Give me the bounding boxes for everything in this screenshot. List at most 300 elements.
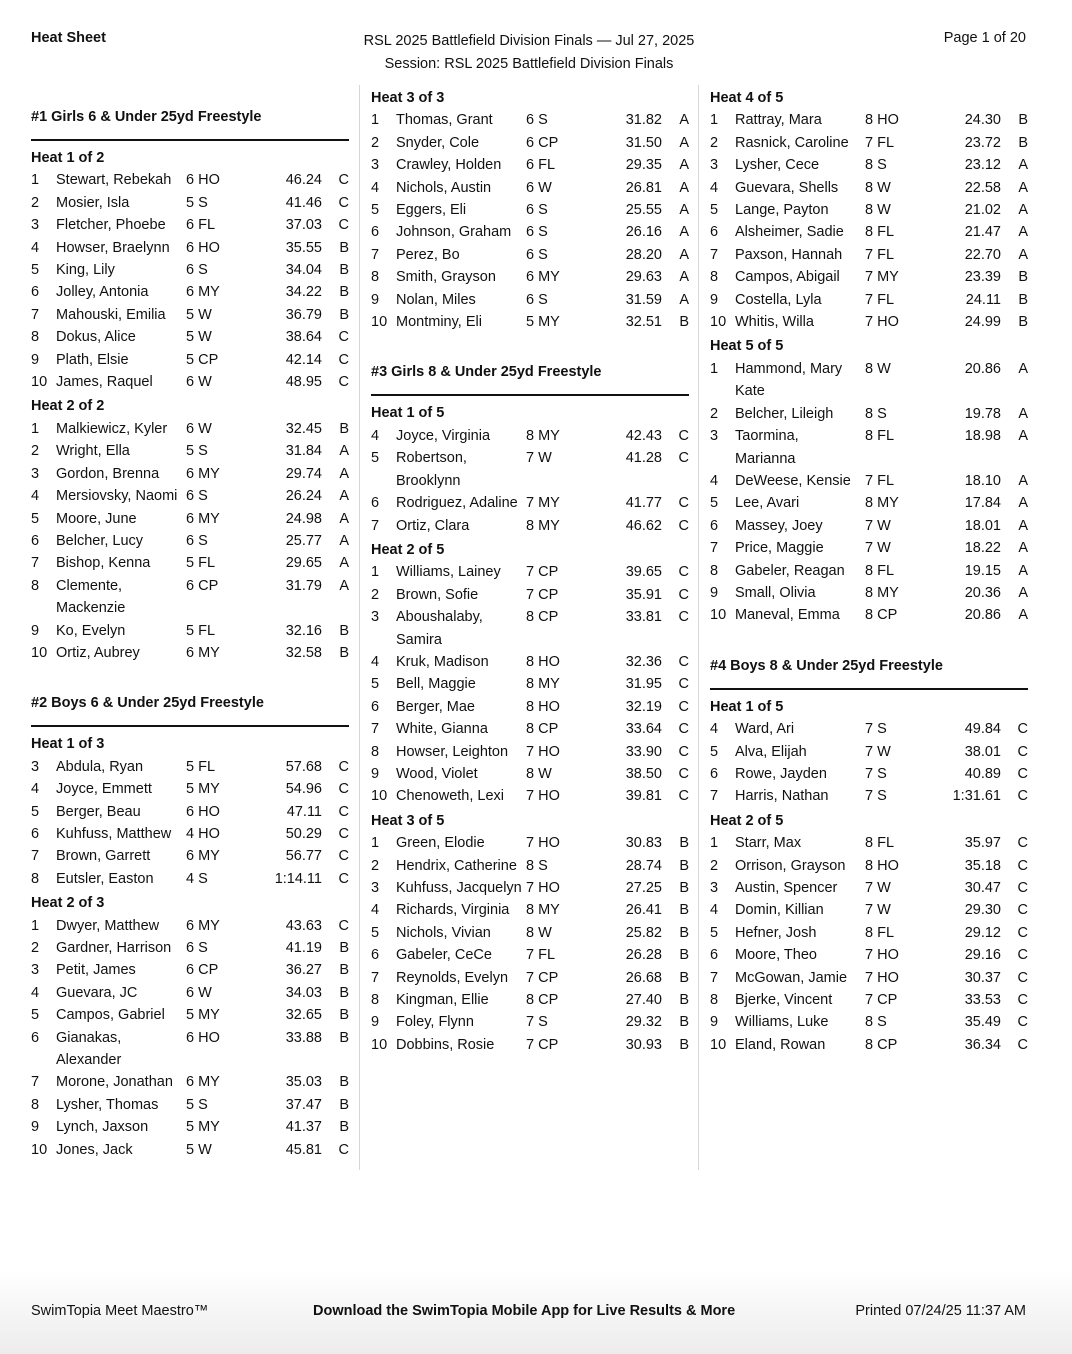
entry-row <box>710 967 1028 989</box>
swimmer-name: Mosier, Isla <box>56 194 130 211</box>
lane-number: 5 <box>710 924 719 941</box>
age-team: 8 W <box>865 360 891 377</box>
swimmer-name: Starr, Max <box>735 835 802 852</box>
seed-course: C <box>338 172 349 189</box>
event-title: #1 Girls 6 & Under 25yd Freestyle <box>31 106 349 141</box>
seed-time: 31.79 <box>285 577 322 594</box>
entry-row <box>31 620 349 642</box>
lane-number: 6 <box>31 532 40 549</box>
seed-time: 31.50 <box>625 134 662 151</box>
seed-course: B <box>679 992 689 1009</box>
seed-course: A <box>1018 405 1028 422</box>
swimmer-name: Guevara, JC <box>56 984 138 1001</box>
entry-row <box>371 606 689 651</box>
seed-course: C <box>1017 721 1028 738</box>
age-team: 6 S <box>186 262 208 279</box>
lane-number: 2 <box>31 194 40 211</box>
lane-number: 6 <box>31 284 40 301</box>
entry-row <box>710 1034 1028 1056</box>
seed-course: C <box>338 194 349 211</box>
swimmer-name: Eggers, Eli <box>396 202 467 219</box>
entry-row <box>710 289 1028 311</box>
lane-number: 6 <box>710 765 719 782</box>
seed-course: C <box>1017 1036 1028 1053</box>
seed-course: A <box>1018 495 1028 512</box>
swimmer-name: Guevara, Shells <box>735 179 839 196</box>
seed-course: B <box>339 420 349 437</box>
age-team: 8 S <box>865 405 887 422</box>
seed-time: 26.24 <box>285 488 322 505</box>
age-team: 8 CP <box>526 992 559 1009</box>
seed-time: 33.64 <box>625 721 662 738</box>
entry-row <box>371 696 689 718</box>
age-team: 7 HO <box>865 947 899 964</box>
swimmer-name: Howser, Braelynn <box>56 239 170 256</box>
entry-row <box>710 989 1028 1011</box>
swimmer-name: Hendrix, Catherine <box>396 857 517 874</box>
seed-course: C <box>678 765 689 782</box>
seed-course: A <box>1018 540 1028 557</box>
swimmer-name: Green, Elodie <box>396 835 485 852</box>
seed-time: 33.53 <box>964 992 1001 1009</box>
seed-course: B <box>1018 112 1028 129</box>
seed-time: 36.27 <box>285 962 322 979</box>
entry-row <box>31 845 349 867</box>
swimmer-name: Gianakas, Alexander <box>56 1029 122 1069</box>
seed-time: 22.58 <box>964 179 1001 196</box>
seed-course: B <box>339 1029 349 1046</box>
swimmer-name: Petit, James <box>56 962 136 979</box>
seed-time: 32.16 <box>285 622 322 639</box>
age-team: 5 W <box>186 329 212 346</box>
seed-course: C <box>1017 835 1028 852</box>
lane-number: 8 <box>31 577 40 594</box>
swimmer-name: Lysher, Thomas <box>56 1096 159 1113</box>
seed-time: 29.74 <box>285 465 322 482</box>
age-team: 5 S <box>186 443 208 460</box>
entry-row <box>710 855 1028 877</box>
event-title: #3 Girls 8 & Under 25yd Freestyle <box>371 361 689 396</box>
lane-number: 6 <box>31 1029 40 1046</box>
seed-course: A <box>679 157 689 174</box>
entry-row <box>31 1027 349 1072</box>
seed-time: 29.16 <box>964 947 1001 964</box>
age-team: 6 W <box>186 374 212 391</box>
lane-number: 7 <box>31 555 40 572</box>
entry-row <box>31 440 349 462</box>
lane-number: 4 <box>371 902 380 919</box>
seed-time: 24.98 <box>285 510 322 527</box>
lane-number: 6 <box>710 947 719 964</box>
swimmer-name: Ortiz, Aubrey <box>56 644 140 661</box>
lane-number: 7 <box>371 721 380 738</box>
lane-number: 2 <box>710 857 719 874</box>
lane-number: 4 <box>710 179 719 196</box>
age-team: 8 MY <box>865 495 899 512</box>
entry-row <box>710 1011 1028 1033</box>
seed-course: A <box>1018 428 1028 445</box>
age-team: 4 HO <box>186 825 220 842</box>
seed-course: C <box>678 788 689 805</box>
entry-row <box>31 575 349 620</box>
age-team: 6 W <box>186 420 212 437</box>
seed-time: 1:31.61 <box>952 788 1001 805</box>
swimmer-name: James, Raquel <box>56 374 153 391</box>
entry-row <box>710 492 1028 514</box>
entry-row <box>710 741 1028 763</box>
age-team: 4 S <box>186 870 208 887</box>
seed-course: C <box>338 781 349 798</box>
seed-course: C <box>678 427 689 444</box>
seed-time: 32.36 <box>625 653 662 670</box>
seed-time: 39.65 <box>625 564 662 581</box>
entry-row <box>371 154 689 176</box>
seed-course: C <box>338 374 349 391</box>
age-team: 6 HO <box>186 803 220 820</box>
seed-course: C <box>1017 924 1028 941</box>
seed-time: 33.88 <box>285 1029 322 1046</box>
seed-course: B <box>679 835 689 852</box>
age-team: 8 CP <box>865 607 898 624</box>
swimmer-name: Nolan, Miles <box>396 291 476 308</box>
lane-number: 7 <box>371 246 380 263</box>
heat-heading: Heat 2 of 3 <box>31 895 105 912</box>
age-team: 7 CP <box>526 586 559 603</box>
seed-course: B <box>679 924 689 941</box>
age-team: 5 MY <box>186 781 220 798</box>
age-team: 6 S <box>526 291 548 308</box>
seed-course: A <box>339 443 349 460</box>
swimmer-name: Lee, Avari <box>735 495 800 512</box>
entry-row <box>710 922 1028 944</box>
lane-number: 6 <box>371 947 380 964</box>
entry-row <box>710 944 1028 966</box>
entry-row <box>31 508 349 530</box>
lane-number: 1 <box>31 172 40 189</box>
lane-number: 4 <box>31 488 40 505</box>
seed-time: 24.11 <box>965 291 1001 308</box>
age-team: 8 S <box>865 1014 887 1031</box>
seed-time: 39.81 <box>625 788 662 805</box>
meet-name: RSL 2025 Battlefield Division Finals — Jul 27, 2025 <box>363 33 695 49</box>
age-team: 7 HO <box>526 788 560 805</box>
age-team: 7 CP <box>526 1036 559 1053</box>
seed-course: B <box>339 239 349 256</box>
seed-time: 41.46 <box>285 194 322 211</box>
lane-number: 5 <box>371 450 380 467</box>
lane-number: 5 <box>31 803 40 820</box>
seed-time: 30.93 <box>625 1036 662 1053</box>
lane-number: 5 <box>371 924 380 941</box>
seed-course: C <box>338 917 349 934</box>
seed-time: 18.10 <box>964 472 1001 489</box>
lane-number: 5 <box>710 743 719 760</box>
seed-time: 45.81 <box>285 1141 322 1158</box>
swimmer-name: Robertson, Brooklynn <box>396 450 467 489</box>
swimmer-name: Rodriguez, Adaline <box>396 495 518 512</box>
swimmer-name: Gordon, Brenna <box>56 465 160 482</box>
age-team: 7 HO <box>526 743 560 760</box>
swimmer-name: Lynch, Jaxson <box>56 1119 149 1136</box>
entry-row <box>710 358 1028 403</box>
lane-number: 3 <box>31 465 40 482</box>
swimmer-name: Alsheimer, Sadie <box>735 224 844 241</box>
entry-row <box>371 967 689 989</box>
lane-number: 5 <box>31 1007 40 1024</box>
entry-row <box>371 651 689 673</box>
seed-time: 19.15 <box>964 562 1001 579</box>
lane-number: 6 <box>710 517 719 534</box>
age-team: 7 S <box>865 721 887 738</box>
seed-course: B <box>339 1096 349 1113</box>
seed-time: 17.84 <box>964 495 1001 512</box>
seed-time: 28.74 <box>625 857 662 874</box>
age-team: 8 W <box>526 765 552 782</box>
seed-course: A <box>1018 157 1028 174</box>
seed-course: A <box>1018 360 1028 377</box>
swimmer-name: Berger, Beau <box>56 803 141 820</box>
seed-course: B <box>339 306 349 323</box>
swimmer-name: Ko, Evelyn <box>56 622 126 639</box>
seed-course: B <box>679 1014 689 1031</box>
document-title: Heat Sheet <box>31 30 106 46</box>
lane-number: 1 <box>710 835 719 852</box>
swimmer-name: Taormina, Marianna <box>735 428 799 467</box>
seed-course: B <box>679 857 689 874</box>
lane-number: 1 <box>710 112 719 129</box>
age-team: 8 MY <box>526 676 560 693</box>
lane-number: 8 <box>371 743 380 760</box>
seed-time: 31.95 <box>625 676 662 693</box>
lane-number: 9 <box>31 1119 40 1136</box>
seed-time: 35.55 <box>285 239 322 256</box>
seed-course: A <box>1018 584 1028 601</box>
age-team: 7 FL <box>865 246 895 263</box>
seed-time: 33.90 <box>625 743 662 760</box>
entry-row <box>31 214 349 236</box>
lane-number: 3 <box>31 962 40 979</box>
lane-number: 8 <box>31 1096 40 1113</box>
entry-row <box>31 868 349 890</box>
age-team: 6 MY <box>186 1074 220 1091</box>
swimmer-name: Joyce, Virginia <box>396 427 491 444</box>
age-team: 6 MY <box>186 917 220 934</box>
entry-row <box>710 403 1028 425</box>
seed-course: C <box>338 1141 349 1158</box>
seed-course: B <box>679 314 689 331</box>
entry-row <box>371 877 689 899</box>
swimmer-name: Abdula, Ryan <box>56 758 144 775</box>
seed-time: 27.40 <box>625 992 662 1009</box>
age-team: 7 CP <box>526 969 559 986</box>
seed-time: 32.51 <box>625 314 662 331</box>
seed-course: A <box>1018 224 1028 241</box>
age-team: 6 S <box>186 488 208 505</box>
age-team: 7 FL <box>865 134 895 151</box>
entry-row <box>31 418 349 440</box>
seed-course: A <box>339 555 349 572</box>
seed-time: 25.77 <box>285 532 322 549</box>
entry-row <box>710 515 1028 537</box>
age-team: 7 MY <box>526 495 560 512</box>
seed-time: 18.98 <box>964 428 1001 445</box>
seed-time: 20.36 <box>964 584 1001 601</box>
seed-course: C <box>678 517 689 534</box>
lane-number: 10 <box>371 314 388 331</box>
age-team: 7 HO <box>526 835 560 852</box>
lane-number: 7 <box>710 969 719 986</box>
seed-course: C <box>1017 765 1028 782</box>
seed-time: 23.72 <box>964 134 1001 151</box>
swimmer-name: Dobbins, Rosie <box>396 1036 495 1053</box>
seed-time: 42.14 <box>285 351 322 368</box>
swimmer-name: Williams, Luke <box>735 1014 829 1031</box>
age-team: 6 MY <box>186 465 220 482</box>
swimmer-name: Berger, Mae <box>396 698 475 715</box>
entry-row <box>710 877 1028 899</box>
entry-row <box>710 899 1028 921</box>
seed-course: B <box>339 940 349 956</box>
seed-time: 41.28 <box>625 450 662 467</box>
age-team: 7 FL <box>865 291 895 308</box>
lane-number: 6 <box>31 825 40 842</box>
seed-course: A <box>679 179 689 196</box>
seed-time: 31.82 <box>625 112 662 129</box>
seed-time: 36.34 <box>964 1036 1001 1053</box>
entry-row <box>371 447 689 492</box>
seed-time: 37.03 <box>285 217 322 234</box>
heat-heading: Heat 2 of 5 <box>371 541 445 558</box>
entry-row <box>31 371 349 393</box>
lane-number: 9 <box>31 622 40 639</box>
entry-row <box>371 989 689 1011</box>
seed-time: 29.35 <box>625 157 662 174</box>
entry-row <box>371 425 689 447</box>
swimmer-name: Domin, Killian <box>735 902 824 919</box>
seed-time: 29.30 <box>964 902 1001 919</box>
swimmer-name: Wood, Violet <box>396 765 478 782</box>
age-team: 8 CP <box>865 1036 898 1053</box>
swimmer-name: White, Gianna <box>396 721 488 738</box>
seed-course: C <box>338 803 349 820</box>
age-team: 8 S <box>865 157 887 174</box>
seed-course: C <box>338 870 349 887</box>
seed-course: C <box>678 698 689 715</box>
age-team: 6 HO <box>186 1029 220 1046</box>
lane-number: 9 <box>710 1014 719 1031</box>
entry-row <box>31 552 349 574</box>
lane-number: 4 <box>31 781 40 798</box>
entry-row <box>371 584 689 606</box>
lane-number: 9 <box>710 584 719 601</box>
seed-course: A <box>339 488 349 505</box>
seed-course: A <box>339 510 349 527</box>
seed-time: 30.47 <box>964 880 1001 896</box>
lane-number: 10 <box>710 314 727 331</box>
entry-row <box>710 221 1028 243</box>
lane-number: 4 <box>710 721 719 738</box>
seed-time: 29.63 <box>625 269 662 286</box>
lane-number: 4 <box>31 239 40 256</box>
age-team: 6 S <box>186 940 208 956</box>
swimmer-name: Kingman, Ellie <box>396 992 489 1009</box>
entry-row <box>371 673 689 695</box>
lane-number: 6 <box>371 224 380 241</box>
lane-number: 8 <box>710 992 719 1009</box>
lane-number: 2 <box>371 857 380 874</box>
swimmer-name: Montminy, Eli <box>396 314 482 331</box>
swimmer-name: Small, Olivia <box>735 584 816 601</box>
swimmer-name: DeWeese, Kensie <box>735 472 851 489</box>
age-team: 8 MY <box>526 427 560 444</box>
lane-number: 7 <box>31 848 40 865</box>
seed-course: A <box>679 112 689 129</box>
entry-row <box>710 582 1028 604</box>
entry-row <box>710 311 1028 333</box>
age-team: 7 W <box>865 540 891 557</box>
entry-row <box>710 560 1028 582</box>
entry-row <box>371 741 689 763</box>
entry-row <box>371 855 689 877</box>
seed-time: 54.96 <box>285 781 322 798</box>
seed-course: A <box>339 577 349 594</box>
entry-row <box>31 1004 349 1026</box>
seed-time: 22.70 <box>964 246 1001 263</box>
swimmer-name: Belcher, Lileigh <box>735 405 834 422</box>
seed-time: 26.68 <box>625 969 662 986</box>
swimmer-name: Moore, June <box>56 510 137 527</box>
swimmer-name: Lysher, Cece <box>735 157 820 174</box>
entry-row <box>31 959 349 981</box>
age-team: 8 FL <box>865 224 895 241</box>
lane-number: 9 <box>371 1014 380 1031</box>
swimmer-name: Hefner, Josh <box>735 924 817 941</box>
lane-number: 5 <box>371 202 380 219</box>
swimmer-name: Hammond, Mary Kate <box>735 360 843 400</box>
age-team: 7 CP <box>526 564 559 581</box>
seed-time: 57.68 <box>285 758 322 775</box>
swimmer-name: Bjerke, Vincent <box>735 992 833 1009</box>
entry-row <box>371 785 689 807</box>
age-team: 6 MY <box>186 644 220 661</box>
lane-number: 6 <box>371 698 380 715</box>
entry-row <box>371 944 689 966</box>
seed-time: 29.12 <box>964 924 1001 941</box>
age-team: 6 MY <box>526 269 560 286</box>
lane-number: 4 <box>371 179 380 196</box>
seed-time: 20.86 <box>964 360 1001 377</box>
age-team: 6 MY <box>186 848 220 865</box>
lane-number: 1 <box>31 917 40 934</box>
entry-row <box>31 778 349 800</box>
entry-row <box>371 311 689 333</box>
entry-row <box>31 915 349 937</box>
age-team: 6 CP <box>186 962 219 979</box>
seed-course: B <box>339 962 349 979</box>
seed-course: B <box>339 284 349 301</box>
swimmer-name: Jolley, Antonia <box>56 284 149 301</box>
seed-time: 28.20 <box>625 246 662 263</box>
lane-number: 4 <box>371 427 380 444</box>
age-team: 5 FL <box>186 622 216 639</box>
swimmer-name: Mahouski, Emilia <box>56 306 166 323</box>
swimmer-name: Price, Maggie <box>735 540 824 557</box>
seed-course: A <box>679 224 689 241</box>
entry-row <box>371 763 689 785</box>
seed-time: 21.47 <box>964 224 1001 241</box>
entry-row <box>710 832 1028 854</box>
age-team: 6 CP <box>526 134 559 151</box>
